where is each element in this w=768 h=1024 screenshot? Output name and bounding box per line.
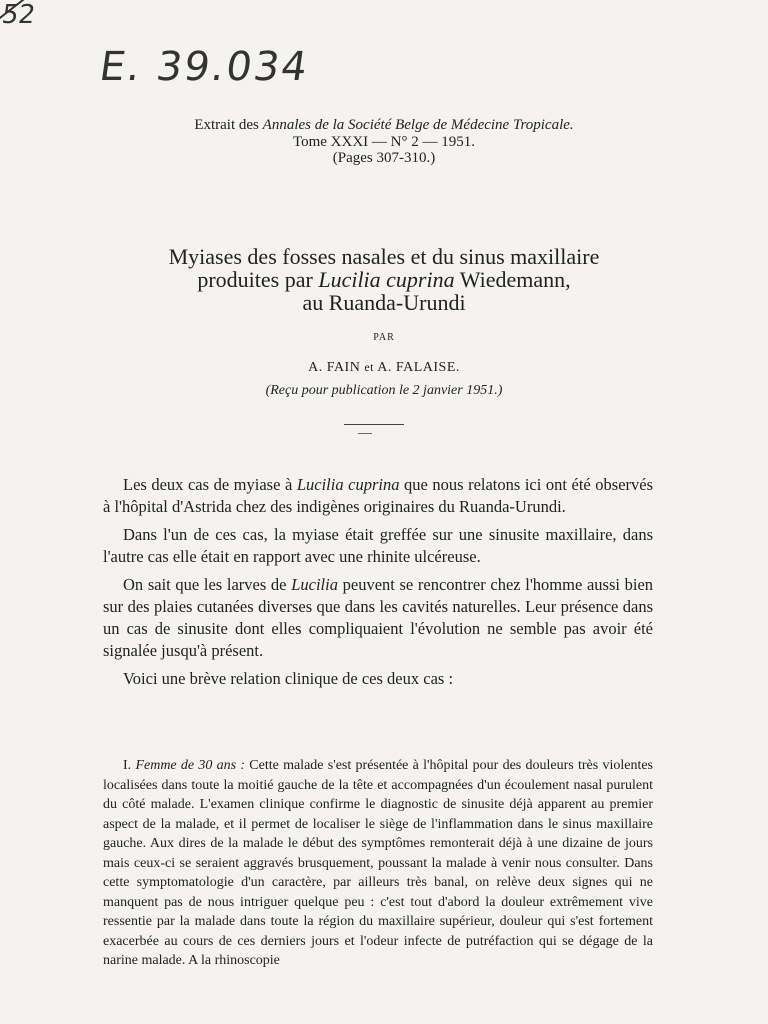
author-conjunction: et (364, 360, 375, 374)
case-1-text: Cette malade s'est présentée à l'hôpital pour des douleurs très violentes localisées dans toute la moitié gauche de la tête et accompagnées d'un écoulement nasal purulent du côté malade. L'examen clinique confirme le diagnostic de sinusite déjà apparent au premier aspect de la malade, et il permet de localiser le siège de l'inflammation dans le sinus maxillaire gauche. Aux dires de la malade le début des symptômes remonterait déjà à une dizaine de jours mais ceux-ci se seraient aggravés brusquement, poussant la malade à venir nous consulter. Dans cette symptomatologie d'un caractère, par ailleurs très banal, on relève deux signes qui ne manquent pas de nous intriguer quelque peu : c'est tout d'abord la douleur extrêmement vive ressentie par la malade dans toute la région du maxillaire supérieur, douleur qui s'est fortement exacerbée au cours de ces derniers jours et l'odeur infecte de putréfaction qui se dégage de la narine malade. A la rhinoscopie (103, 758, 654, 968)
article-body (103, 474, 653, 696)
title-line-2-end: Wiedemann, (459, 267, 571, 292)
title-line-1: Myiases des fosses nasales et du sinus maxillaire (168, 244, 600, 269)
case-1-paragraph (103, 756, 653, 971)
journal-name: Annales de la Société Belge de Médecine Tropicale. (262, 117, 574, 133)
paragraph-3-start: On sait que les larves de (123, 575, 287, 594)
title-line-2-start: produites par (197, 267, 313, 292)
article-title (0, 245, 768, 314)
title-line-3: au Ruanda-Urundi (302, 290, 466, 315)
authors (0, 360, 768, 376)
paragraph-3 (103, 574, 653, 662)
case-1-number: I. (123, 758, 132, 773)
paragraph-1-start: Les deux cas de myiase à (123, 475, 293, 494)
paragraph-1 (103, 474, 653, 518)
handwritten-accession-number: E. 39.034 (96, 44, 312, 90)
author-2: A. FALAISE. (377, 360, 460, 375)
tome-line: Tome XXXI — N° 2 — 1951. (292, 134, 475, 150)
paragraph-4: Voici une brève relation clinique de ces deux cas : (123, 669, 454, 688)
pages-line: (Pages 307-310.) (332, 150, 436, 166)
title-line-2 (0, 268, 768, 291)
received-date: (Reçu pour publication le 2 janvier 1951.) (265, 383, 503, 398)
handwritten-page-number: 52 (0, 0, 38, 30)
separator-rule (344, 424, 404, 425)
par-label: PAR (373, 332, 395, 343)
title-species: Lucilia cuprina (318, 267, 455, 292)
paragraph-1-end: que nous relatons ici ont été observés à l'hôpital d'Astrida chez des indigènes originaires du Ruanda-Urundi. (103, 475, 654, 516)
paragraph-3-end: peuvent se rencontrer chez l'homme aussi bien sur des plaies cutanées diverses que dans les cavités naturelles. Leur présence dans un cas de sinusite dont elles compliquaient l'évolution ne semble pas avoir été signalée jusqu'à présent. (103, 575, 654, 660)
case-report-1 (103, 756, 653, 971)
paragraph-2: Dans l'un de ces cas, la myiase était greffée sur une sinusite maxillaire, dans l'autre cas elle était en rapport avec une rhinite ulcéreuse. (103, 525, 653, 566)
species-name: Lucilia cuprina (296, 475, 400, 494)
extract-line (0, 117, 768, 134)
separator-dash (358, 433, 372, 434)
case-1-label: Femme de 30 ans : (135, 758, 245, 773)
author-1: A. FAIN (308, 360, 361, 375)
extract-prefix: Extrait des (194, 117, 259, 133)
genus-name: Lucilia (291, 575, 338, 594)
